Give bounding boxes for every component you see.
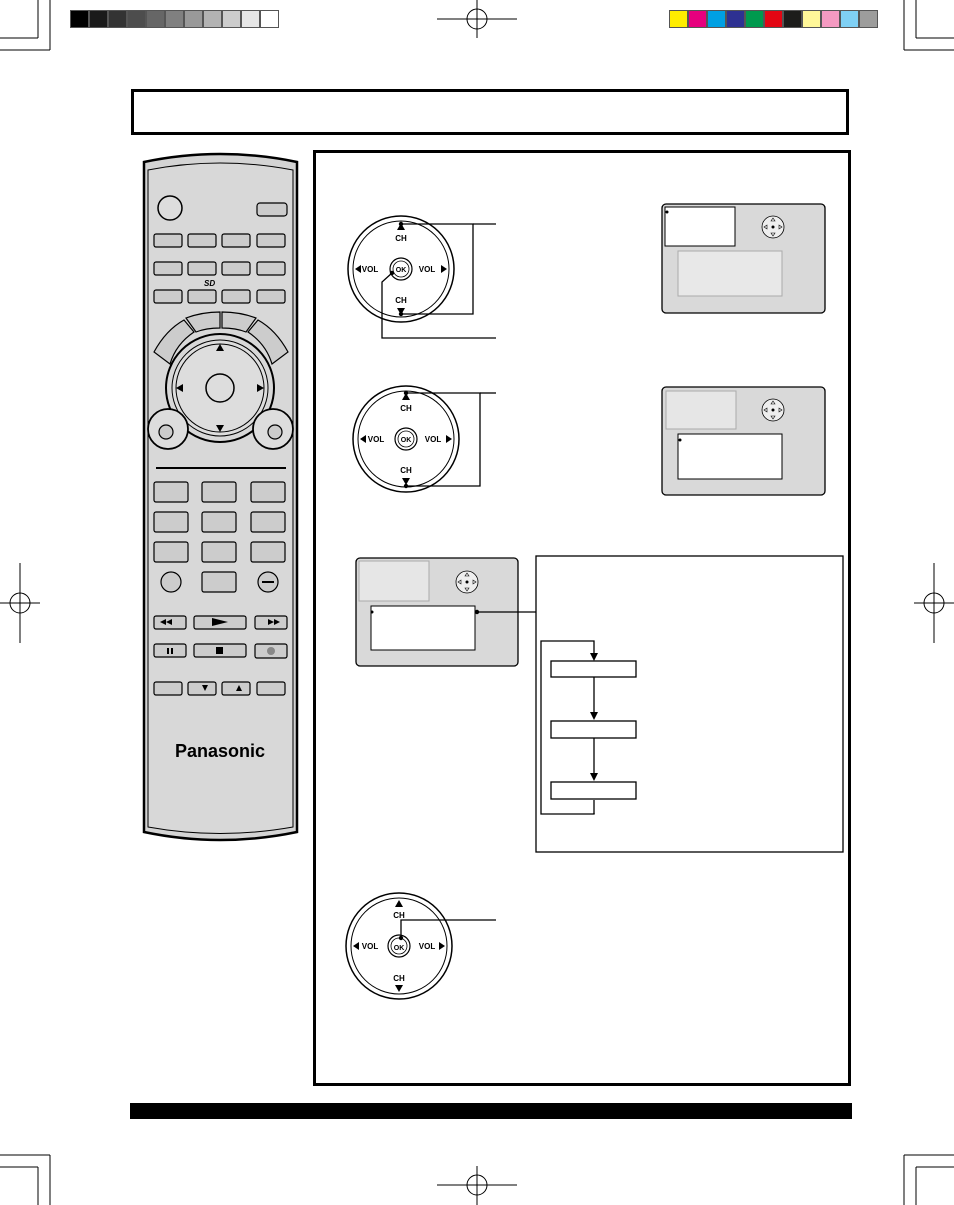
option-box-3 (551, 782, 636, 799)
sd-logo: SD (204, 279, 216, 288)
svg-text:CH: CH (393, 974, 405, 983)
svg-text:VOL: VOL (418, 942, 436, 951)
svg-text:VOL: VOL (361, 942, 379, 951)
step4-dpad (346, 893, 452, 999)
svg-text:VOL: VOL (418, 265, 436, 274)
brand-logo: Panasonic (174, 741, 266, 761)
option-box-2 (551, 721, 636, 738)
svg-text:OK: OK (400, 437, 412, 444)
svg-text:VOL: VOL (424, 435, 442, 444)
svg-text:CH: CH (393, 911, 405, 920)
option-box-1 (551, 661, 636, 677)
options-cycle-box (536, 556, 843, 852)
svg-text:CH: CH (395, 234, 407, 243)
step1-screen (662, 204, 825, 313)
svg-text:CH: CH (400, 466, 412, 475)
step1-dpad (348, 216, 454, 322)
svg-text:OK: OK (395, 267, 407, 274)
svg-text:VOL: VOL (367, 435, 385, 444)
step2-screen (662, 387, 825, 495)
svg-text:CH: CH (395, 296, 407, 305)
svg-text:CH: CH (400, 404, 412, 413)
svg-text:OK: OK (393, 945, 405, 952)
step2-dpad (353, 386, 459, 492)
svg-text:VOL: VOL (361, 265, 379, 274)
